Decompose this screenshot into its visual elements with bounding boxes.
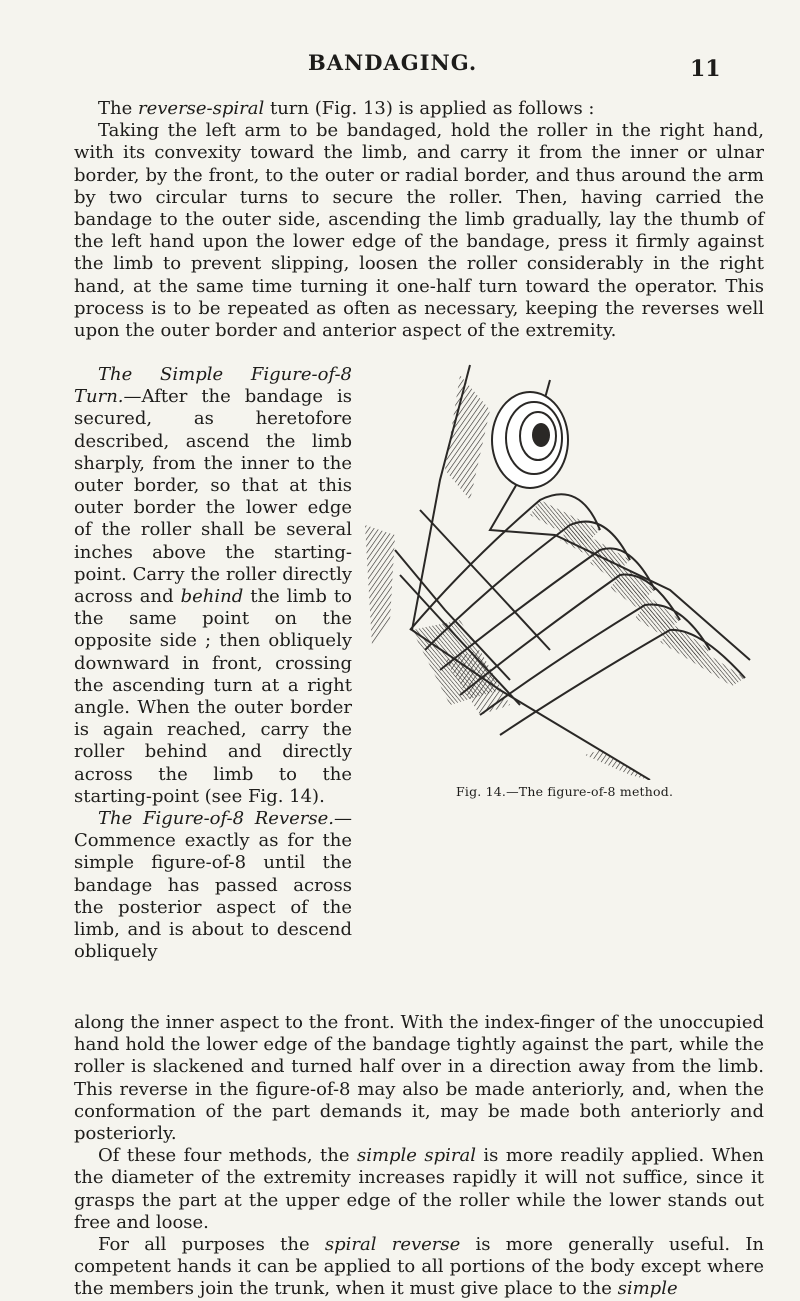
paragraph-spiral-reverse: For all purposes the spiral reverse is more generally useful. In competent hands it can be applied to all portions of the body except where the members join the trunk, when it must give place to the simple — [74, 1234, 765, 1300]
top-text-block — [74, 98, 764, 342]
paragraph-reverse-spiral-method: Taking the left arm to be bandaged, hold the roller in the right hand, with its convexity toward the limb, and carry it from the inner or ulnar border, by the front, to the outer or radial border, and thus around the arm by two circular turns to secure the roller. Then, having carried the bandage to the outer side, ascending the limb gradually, lay the thumb of the left hand upon the lower edge of the bandage, press it firmly against the limb to prevent slipping, loosen the roller considerably in the right hand, at the same time turning it one-half turn toward the operator. This process is to be repeated as often as necessary, keeping the reverses well upon the outer border and anterior aspect of the extremity. — [74, 120, 764, 342]
paragraph-reverse-continued: along the inner aspect to the front. With the index-finger of the unoccupied hand hold the lower edge of the bandage tightly against the part, while the roller is slackened and turned half over in a direction away from the limb. This reverse in the figure-of-8 may also be made anteriorly, and, when the conformation of the part demands it, may be made both anteriorly and posteriorly. — [74, 1012, 764, 1145]
figure-caption: Fig. 14.—The figure-of-8 method. — [456, 784, 674, 799]
roller-coil-icon — [492, 392, 568, 488]
bottom-text-block — [74, 1012, 764, 1301]
paragraph-four-methods: Of these four methods, the simple spiral is more readily applied. When the diameter of the extremity increases rapidly it will not suffice, since it grasps the part at the upper edge of the roller while the lower stands out free and loose. — [74, 1145, 765, 1233]
page-number: 11 — [690, 56, 721, 82]
paragraph-figure-of-8-reverse: The Figure-of-8 Reverse.—Commence exactly as for the simple figure-of-8 until the bandage has passed across the posterior aspect of the limb, and is about to descend obliquely — [74, 808, 352, 963]
paragraph-simple-figure-of-8: The Simple Figure-of-8 Turn.—After the bandage is secured, as heretofore described, ascend the limb sharply, from the inner to the outer border, so that at this outer border the lower edge of the roller shall be several inches above the starting-point. Carry the roller directly across and behind the limb to the same point on the opposite side ; then obliquely downward in front, crossing the ascending turn at a right angle. When the outer border is again reached, carry the roller behind and directly across the limb to the starting-point (see Fig. 14). — [74, 364, 352, 807]
left-column-text — [74, 364, 352, 963]
figure-8-bandage-illustration — [350, 360, 760, 780]
paragraph-reverse-spiral-intro: The reverse-spiral turn (Fig. 13) is applied as follows : — [98, 98, 595, 119]
running-head: BANDAGING. — [308, 50, 478, 75]
page-header — [0, 50, 800, 82]
figure-14 — [350, 360, 760, 799]
